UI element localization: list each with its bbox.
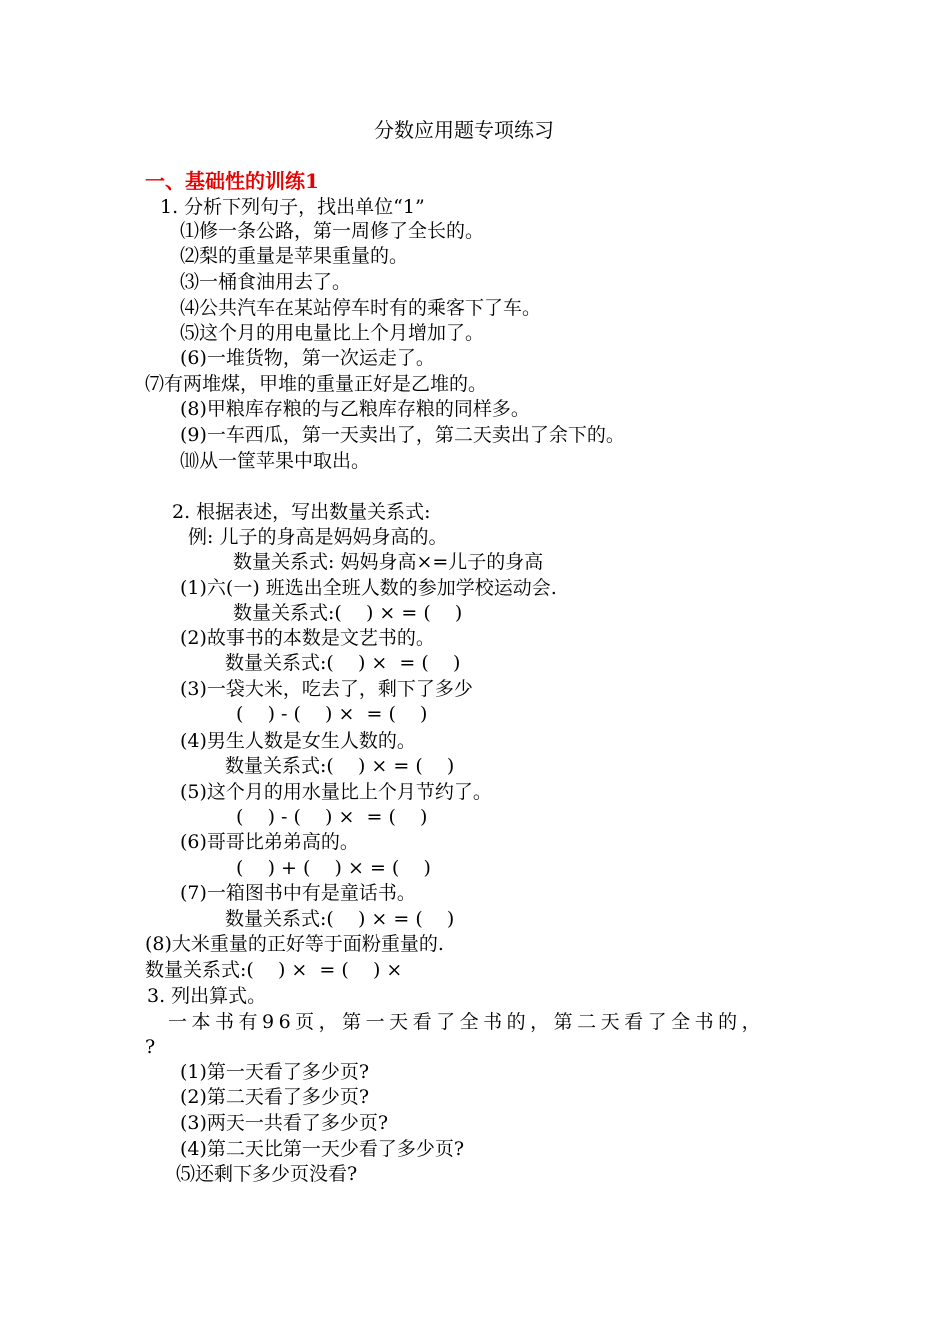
question-3-text: 一本书有96页，第一天看了全书的，第二天看了全书的， — [168, 1011, 766, 1033]
question-3-prompt: 3. 列出算式。 — [147, 985, 267, 1007]
question-2-line: (3)一袋大米，吃去了，剩下了多少 — [180, 678, 473, 700]
question-2-line: (4)男生人数是女生人数的。 — [180, 730, 416, 752]
question-2-prompt: 2. 根据表述，写出数量关系式: — [172, 501, 431, 523]
question-2-line: 数量关系式:( ) × = ( ) × — [145, 959, 403, 981]
question-2-line: 数量关系式:( ) × = ( ) — [233, 602, 463, 624]
question-2-line: (6)哥哥比弟弟高的。 — [180, 831, 359, 853]
question-2-line: (2)故事书的本数是文艺书的。 — [180, 627, 435, 649]
question-2-line: 数量关系式:( ) × = ( ) — [225, 755, 455, 777]
question-2-line: ( ) - ( ) × = ( ) — [236, 703, 428, 725]
question-3-text-cont: ? — [145, 1036, 156, 1058]
question-3-item: ⑸还剩下多少页没看? — [176, 1163, 358, 1185]
question-1-item: ⑵梨的重量是苹果重量的。 — [180, 245, 409, 267]
question-2-example-relation: 数量关系式: 妈妈身高×=儿子的身高 — [233, 551, 544, 573]
question-3-item: (2)第二天看了多少页? — [180, 1086, 370, 1108]
question-2-line: (7)一箱图书中有是童话书。 — [180, 882, 416, 904]
question-3-item: (4)第二天比第一天少看了多少页? — [180, 1138, 465, 1160]
question-3-item: (3)两天一共看了多少页? — [180, 1112, 389, 1134]
question-2-line: ( ) + ( ) × = ( ) — [236, 857, 431, 879]
question-1-prompt: 1. 分析下列句子，找出单位“1” — [160, 196, 425, 218]
question-2-line: (8)大米重量的正好等于面粉重量的. — [145, 933, 444, 955]
question-2-line: ( ) - ( ) × = ( ) — [236, 806, 428, 828]
section-heading: 一、基础性的训练1 — [145, 169, 319, 193]
question-1-item: ⑷公共汽车在某站停车时有的乘客下了车。 — [180, 297, 542, 319]
question-1-item: ⑸这个月的用电量比上个月增加了。 — [180, 322, 485, 344]
question-2-line: 数量关系式:( ) × = ( ) — [225, 908, 455, 930]
question-1-item: (8)甲粮库存粮的与乙粮库存粮的同样多。 — [180, 398, 530, 420]
question-2-example: 例: 儿子的身高是妈妈身高的。 — [188, 526, 448, 548]
question-1-item: ⑶一桶食油用去了。 — [180, 271, 352, 293]
question-3-item: (1)第一天看了多少页? — [180, 1061, 370, 1083]
question-1-item: ⑴修一条公路，第一周修了全长的。 — [180, 220, 485, 242]
question-1-item: ⑺有两堆煤，甲堆的重量正好是乙堆的。 — [145, 373, 488, 395]
question-1-item: (6)一堆货物，第一次运走了。 — [180, 347, 435, 369]
question-1-item: ⑽从一筐苹果中取出。 — [180, 450, 371, 472]
page-title: 分数应用题专项练习 — [374, 118, 554, 142]
question-2-line: (1)六(一) 班选出全班人数的参加学校运动会. — [180, 577, 557, 599]
question-2-line: 数量关系式:( ) × = ( ) — [225, 652, 461, 674]
question-2-line: (5)这个月的用水量比上个月节约了。 — [180, 781, 492, 803]
question-1-item: (9)一车西瓜，第一天卖出了，第二天卖出了余下的。 — [180, 424, 625, 446]
